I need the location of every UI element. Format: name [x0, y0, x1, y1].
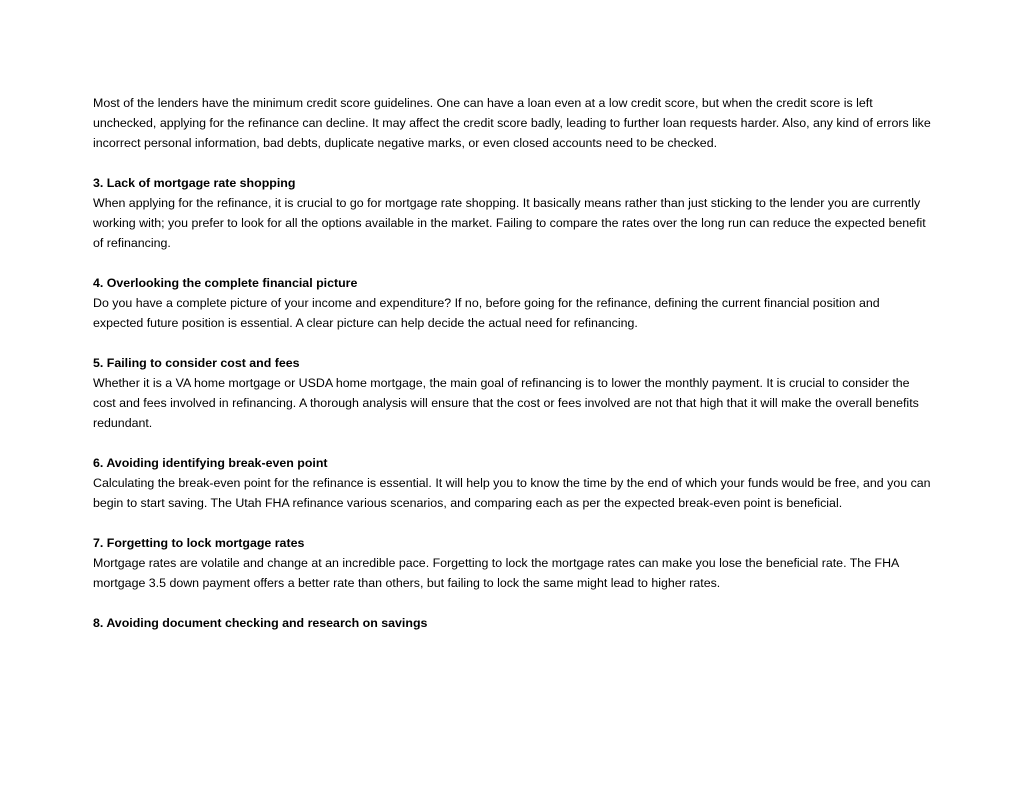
section-7 [93, 533, 933, 593]
section-3 [93, 173, 933, 253]
section-heading: 5. Failing to consider cost and fees [93, 356, 300, 370]
section-body: Whether it is a VA home mortgage or USDA home mortgage, the main goal of refinancing is to lower the monthly payment. It is crucial to consider the cost and fees involved in refinancing. A thorough analysis will ensure that the cost or fees involved are not that high that it will make the overall benefits redundant. [93, 376, 919, 430]
section-4 [93, 273, 933, 333]
section-body: Calculating the break-even point for the refinance is essential. It will help you to know the time by the end of which your funds would be free, and you can begin to start saving. The Utah FHA refinance various scenarios, and comparing each as per the expected break-even point is beneficial. [93, 476, 931, 510]
document-page [93, 93, 933, 633]
section-heading: 4. Overlooking the complete financial picture [93, 276, 358, 290]
section-heading: 6. Avoiding identifying break-even point [93, 456, 328, 470]
intro-paragraph: Most of the lenders have the minimum credit score guidelines. One can have a loan even at a low credit score, but when the credit score is left unchecked, applying for the refinance can decline. It may affect the credit score badly, leading to further loan requests harder. Also, any kind of errors like incorrect personal information, bad debts, duplicate negative marks, or even closed accounts need to be checked. [93, 96, 931, 150]
section-body: When applying for the refinance, it is crucial to go for mortgage rate shopping. It basically means rather than just sticking to the lender you are currently working with; you prefer to look for all the options available in the market. Failing to compare the rates over the long run can reduce the expected benefit of refinancing. [93, 196, 926, 250]
section-body: Mortgage rates are volatile and change at an incredible pace. Forgetting to lock the mortgage rates can make you lose the beneficial rate. The FHA mortgage 3.5 down payment offers a better rate than others, but failing to lock the same might lead to higher rates. [93, 556, 899, 590]
section-body: Do you have a complete picture of your income and expenditure? If no, before going for the refinance, defining the current financial position and expected future position is essential. A clear picture can help decide the actual need for refinancing. [93, 296, 880, 330]
section-heading: 3. Lack of mortgage rate shopping [93, 176, 296, 190]
section-heading: 7. Forgetting to lock mortgage rates [93, 536, 305, 550]
section-5 [93, 353, 933, 433]
section-heading: 8. Avoiding document checking and research on savings [93, 616, 428, 630]
section-8 [93, 613, 933, 633]
section-6 [93, 453, 933, 513]
